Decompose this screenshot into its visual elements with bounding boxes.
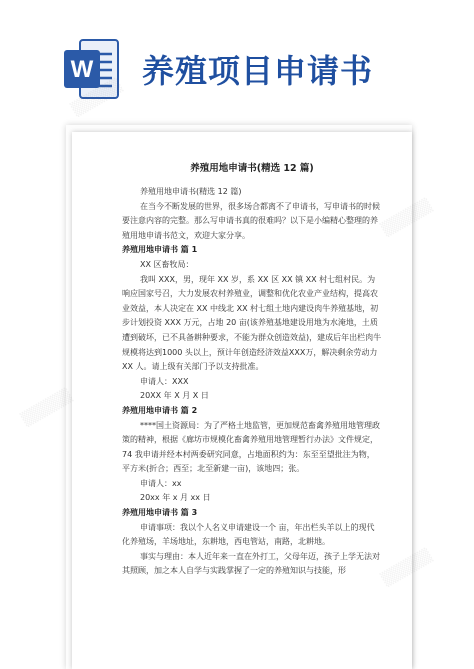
watermark: ▒▒▒▒▒ [19, 387, 75, 429]
document-content [122, 160, 382, 579]
paragraph: 我叫 XXX，男，现年 XX 岁，系 XX 区 XX 镇 XX 村七组村民。为响应国家号召，大力发展农村养殖业，调整和优化农业产业结构，提高农业效益，本人决定在 XX 中线北 XX 村七组土地内建设肉牛养殖基地，初步计划投资 XXX 万元，占地 20 亩(该养殖基地建设用地为水淹地，土质遭到破坏，已不具备耕种要求，不能为群众创造效益)，建成后年出栏肉牛规模将达到1000 头以上，预计年创造经济效益XXX万，解决剩余劳动力 XX 人。请上级有关部门予以支持批准。 [122, 274, 382, 372]
date-line: 20XX 年 X 月 X 日 [140, 391, 209, 401]
svg-text:W: W [70, 56, 94, 83]
intro-paragraph: 在当今不断发展的世界，很多场合都离不了申请书，写申请书的时候要注意内容的完整。那么写申请书真的很难吗？以下是小编精心整理的养殖用地申请书范文，欢迎大家分享。 [122, 201, 380, 240]
banner [0, 0, 474, 118]
word-document-icon [62, 38, 120, 100]
signature-line: 申请人：XXX [140, 376, 189, 386]
section-heading: 养殖用地申请书 篇 2 [122, 405, 198, 415]
paragraph: ****国土资源局：为了严格土地监管，更加规范畜禽养殖用地管理政策的精神，根据《廊坊市规模化畜禽养殖用地管理暂行办法》文件规定，74 我申请并经本村两委研究同意，占地面积约为：东至至望批注为物，平方米(折合；西至；北至新建一亩)，该地四；张。 [122, 420, 380, 474]
document-subtitle: 养殖用地申请书(精选 12 篇) [140, 187, 242, 196]
document-title: 养殖用地申请书(精选 12 篇) [190, 163, 314, 174]
paragraph: XX 区畜牧局： [140, 259, 194, 269]
section-heading: 养殖用地申请书 篇 1 [122, 245, 198, 255]
date-line: 20xx 年 x 月 xx 日 [140, 493, 211, 503]
signature-line: 申请人：xx [140, 478, 182, 488]
banner-title: 养殖项目申请书 [142, 52, 374, 90]
paragraph: 事实与理由：本人近年来一直在外打工，父母年迈，孩子上学无法对其照顾，加之本人自学与实践掌握了一定的养殖知识与技能，形 [122, 551, 380, 576]
paragraph: 申请事项：我以个人名义申请建设一个 亩，年出栏头羊以上的现代化养殖场，羊场地址，东耕地，西电管站，南路，北耕地。 [122, 522, 375, 547]
section-heading: 养殖用地申请书 篇 3 [122, 508, 198, 518]
